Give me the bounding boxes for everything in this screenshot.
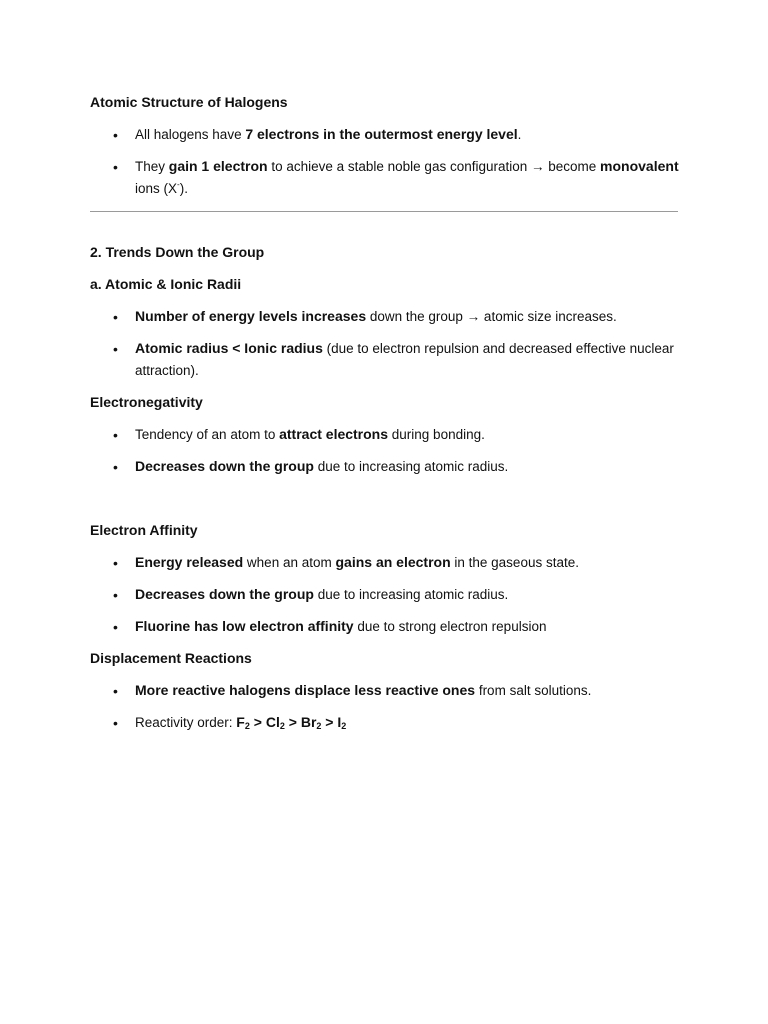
bullet-marker: • bbox=[113, 427, 118, 443]
heading-displacement-reactions: Displacement Reactions bbox=[90, 650, 252, 666]
list-item-atomic-vs-ionic-radius: Atomic radius < Ionic radius (due to electron repulsion and decreased effective nuclear attraction). bbox=[135, 340, 674, 378]
formula-i2: $I_2$ bbox=[337, 714, 347, 731]
bullet-marker: • bbox=[113, 555, 118, 571]
bullet-marker: • bbox=[113, 587, 118, 603]
bullet-marker: • bbox=[113, 341, 118, 357]
heading-atomic-structure: Atomic Structure of Halogens bbox=[90, 94, 288, 110]
horizontal-divider bbox=[90, 211, 678, 212]
bullet-marker: • bbox=[113, 619, 118, 635]
bullet-marker: • bbox=[113, 715, 118, 731]
list-item-attract-electrons: Tendency of an atom to attract electrons during bonding. bbox=[135, 426, 485, 442]
list-item-energy-levels: Number of energy levels increases down the group → atomic size increases. bbox=[135, 308, 617, 324]
bullet-marker: • bbox=[113, 459, 118, 475]
bullet-marker: • bbox=[113, 159, 118, 175]
list-item-reactivity-order: Reactivity order: $F_2 > Cl_2 > Br_2 > I_2$ bbox=[135, 714, 347, 731]
list-item-energy-released: Energy released when an atom gains an electron in the gaseous state. bbox=[135, 554, 579, 570]
list-item-en-decreases: Decreases down the group due to increasing atomic radius. bbox=[135, 458, 509, 474]
list-item-more-reactive-displace: More reactive halogens displace less reactive ones from salt solutions. bbox=[135, 682, 592, 698]
bullet-marker: • bbox=[113, 683, 118, 699]
formula-br2: $Br_2$ bbox=[300, 714, 322, 731]
formula-f2: $F_2$ bbox=[236, 714, 250, 731]
bullet-marker: • bbox=[113, 127, 118, 143]
list-item-outermost-electrons: All halogens have 7 electrons in the outermost energy level. bbox=[135, 126, 522, 142]
formula-cl2: $Cl_2$ bbox=[265, 714, 285, 731]
list-item-gain-electron: They gain 1 electron to achieve a stable noble gas configuration → become monovalent ions (X-). bbox=[135, 158, 679, 196]
heading-electronegativity: Electronegativity bbox=[90, 394, 203, 410]
heading-atomic-ionic-radii: a. Atomic & Ionic Radii bbox=[90, 276, 242, 292]
heading-trends-down-group: 2. Trends Down the Group bbox=[90, 244, 265, 260]
bullet-marker: • bbox=[113, 309, 118, 325]
list-item-fluorine-low-ea: Fluorine has low electron affinity due to strong electron repulsion bbox=[135, 618, 547, 634]
list-item-ea-decreases: Decreases down the group due to increasing atomic radius. bbox=[135, 586, 509, 602]
heading-electron-affinity: Electron Affinity bbox=[90, 522, 198, 538]
